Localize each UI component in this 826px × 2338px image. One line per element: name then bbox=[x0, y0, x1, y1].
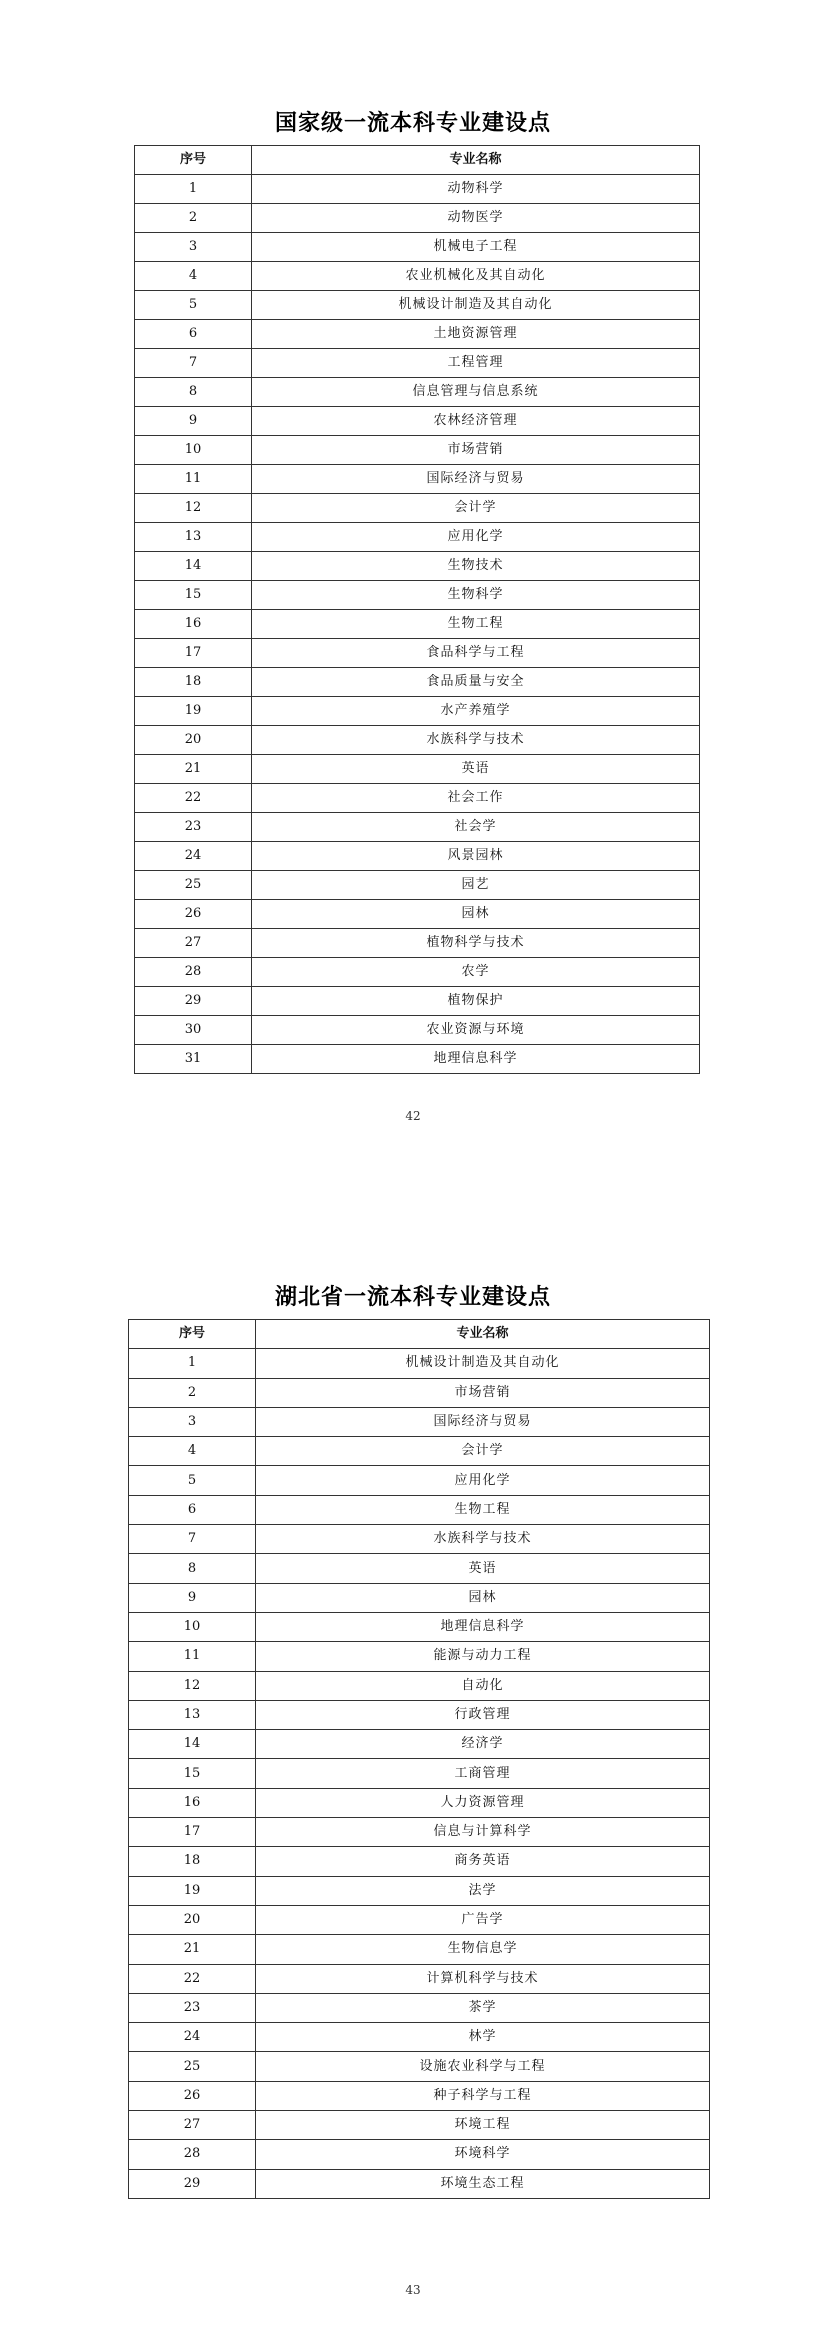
major-name: 人力资源管理 bbox=[256, 1788, 710, 1817]
row-number: 2 bbox=[129, 1378, 256, 1407]
major-name: 机械电子工程 bbox=[252, 233, 700, 262]
column-header-name: 专业名称 bbox=[252, 146, 700, 175]
major-name: 种子科学与工程 bbox=[256, 2081, 710, 2110]
major-name: 社会学 bbox=[252, 813, 700, 842]
table-row bbox=[129, 1437, 710, 1466]
major-name: 广告学 bbox=[256, 1905, 710, 1934]
table-row bbox=[135, 1016, 700, 1045]
row-number: 20 bbox=[135, 726, 252, 755]
majors-table bbox=[128, 1319, 710, 2199]
row-number: 23 bbox=[135, 813, 252, 842]
major-name: 市场营销 bbox=[252, 436, 700, 465]
row-number: 27 bbox=[129, 2111, 256, 2140]
table-row bbox=[129, 1876, 710, 1905]
table-row bbox=[135, 175, 700, 204]
table-row bbox=[129, 1905, 710, 1934]
table-row bbox=[135, 291, 700, 320]
table-row bbox=[135, 610, 700, 639]
row-number: 27 bbox=[135, 929, 252, 958]
row-number: 4 bbox=[135, 262, 252, 291]
table-row bbox=[129, 1964, 710, 1993]
row-number: 4 bbox=[129, 1437, 256, 1466]
major-name: 环境工程 bbox=[256, 2111, 710, 2140]
majors-table bbox=[134, 145, 700, 1074]
major-name: 地理信息科学 bbox=[256, 1612, 710, 1641]
row-number: 1 bbox=[129, 1349, 256, 1378]
major-name: 动物科学 bbox=[252, 175, 700, 204]
major-name: 应用化学 bbox=[256, 1466, 710, 1495]
table-row bbox=[129, 1554, 710, 1583]
major-name: 经济学 bbox=[256, 1730, 710, 1759]
table-row bbox=[129, 1993, 710, 2022]
row-number: 29 bbox=[129, 2169, 256, 2198]
row-number: 21 bbox=[135, 755, 252, 784]
table-header-row bbox=[135, 146, 700, 175]
table-row bbox=[135, 987, 700, 1016]
major-name: 生物信息学 bbox=[256, 1935, 710, 1964]
major-name: 农业资源与环境 bbox=[252, 1016, 700, 1045]
table-row bbox=[135, 813, 700, 842]
table-row bbox=[129, 2081, 710, 2110]
major-name: 植物保护 bbox=[252, 987, 700, 1016]
major-name: 信息管理与信息系统 bbox=[252, 378, 700, 407]
major-name: 土地资源管理 bbox=[252, 320, 700, 349]
major-name: 生物工程 bbox=[256, 1495, 710, 1524]
table-row bbox=[135, 1045, 700, 1074]
row-number: 8 bbox=[129, 1554, 256, 1583]
major-name: 园艺 bbox=[252, 871, 700, 900]
major-name: 风景园林 bbox=[252, 842, 700, 871]
row-number: 1 bbox=[135, 175, 252, 204]
table-row bbox=[135, 494, 700, 523]
row-number: 6 bbox=[129, 1495, 256, 1524]
table-row bbox=[135, 349, 700, 378]
page-title: 国家级一流本科专业建设点 bbox=[274, 111, 551, 136]
row-number: 17 bbox=[129, 1818, 256, 1847]
row-number: 11 bbox=[135, 465, 252, 494]
row-number: 3 bbox=[135, 233, 252, 262]
table-row bbox=[129, 2052, 710, 2081]
row-number: 13 bbox=[129, 1700, 256, 1729]
row-number: 28 bbox=[135, 958, 252, 987]
row-number: 22 bbox=[135, 784, 252, 813]
table-row bbox=[129, 2169, 710, 2198]
major-name: 农学 bbox=[252, 958, 700, 987]
table-row bbox=[135, 320, 700, 349]
row-number: 26 bbox=[129, 2081, 256, 2110]
table-row bbox=[129, 1466, 710, 1495]
row-number: 9 bbox=[129, 1583, 256, 1612]
row-number: 24 bbox=[135, 842, 252, 871]
table-row bbox=[135, 900, 700, 929]
table-row bbox=[129, 2111, 710, 2140]
major-name: 英语 bbox=[256, 1554, 710, 1583]
row-number: 12 bbox=[129, 1671, 256, 1700]
row-number: 25 bbox=[129, 2052, 256, 2081]
table-row bbox=[129, 1788, 710, 1817]
row-number: 11 bbox=[129, 1642, 256, 1671]
major-name: 植物科学与技术 bbox=[252, 929, 700, 958]
row-number: 23 bbox=[129, 1993, 256, 2022]
major-name: 茶学 bbox=[256, 1993, 710, 2022]
document-page-43 bbox=[0, 1169, 826, 2338]
table-row bbox=[129, 1818, 710, 1847]
row-number: 6 bbox=[135, 320, 252, 349]
table-row bbox=[135, 755, 700, 784]
major-name: 社会工作 bbox=[252, 784, 700, 813]
table-row bbox=[129, 1700, 710, 1729]
table-row bbox=[135, 668, 700, 697]
major-name: 机械设计制造及其自动化 bbox=[256, 1349, 710, 1378]
page-title: 湖北省一流本科专业建设点 bbox=[274, 1285, 551, 1310]
row-number: 14 bbox=[129, 1730, 256, 1759]
table-row bbox=[129, 1759, 710, 1788]
table-row bbox=[129, 1495, 710, 1524]
table-row bbox=[135, 407, 700, 436]
table-row bbox=[135, 581, 700, 610]
row-number: 10 bbox=[135, 436, 252, 465]
table-row bbox=[135, 871, 700, 900]
table-row bbox=[129, 1407, 710, 1436]
row-number: 16 bbox=[129, 1788, 256, 1817]
row-number: 18 bbox=[135, 668, 252, 697]
major-name: 会计学 bbox=[256, 1437, 710, 1466]
row-number: 9 bbox=[135, 407, 252, 436]
row-number: 18 bbox=[129, 1847, 256, 1876]
table-row bbox=[135, 639, 700, 668]
row-number: 14 bbox=[135, 552, 252, 581]
table-row bbox=[135, 233, 700, 262]
major-name: 国际经济与贸易 bbox=[256, 1407, 710, 1436]
table-row bbox=[129, 1642, 710, 1671]
major-name: 法学 bbox=[256, 1876, 710, 1905]
major-name: 环境科学 bbox=[256, 2140, 710, 2169]
table-row bbox=[129, 1671, 710, 1700]
row-number: 3 bbox=[129, 1407, 256, 1436]
major-name: 机械设计制造及其自动化 bbox=[252, 291, 700, 320]
row-number: 15 bbox=[135, 581, 252, 610]
major-name: 工程管理 bbox=[252, 349, 700, 378]
row-number: 8 bbox=[135, 378, 252, 407]
row-number: 20 bbox=[129, 1905, 256, 1934]
major-name: 计算机科学与技术 bbox=[256, 1964, 710, 1993]
table-row bbox=[129, 1847, 710, 1876]
row-number: 24 bbox=[129, 2023, 256, 2052]
table-row bbox=[129, 1349, 710, 1378]
major-name: 水族科学与技术 bbox=[252, 726, 700, 755]
table-row bbox=[135, 378, 700, 407]
table-body bbox=[135, 175, 700, 1074]
major-name: 英语 bbox=[252, 755, 700, 784]
row-number: 28 bbox=[129, 2140, 256, 2169]
major-name: 商务英语 bbox=[256, 1847, 710, 1876]
major-name: 生物科学 bbox=[252, 581, 700, 610]
row-number: 5 bbox=[135, 291, 252, 320]
row-number: 17 bbox=[135, 639, 252, 668]
table-body bbox=[129, 1349, 710, 2199]
table-row bbox=[135, 465, 700, 494]
row-number: 19 bbox=[135, 697, 252, 726]
table-row bbox=[135, 929, 700, 958]
table-row bbox=[129, 2023, 710, 2052]
major-name: 环境生态工程 bbox=[256, 2169, 710, 2198]
row-number: 12 bbox=[135, 494, 252, 523]
major-name: 自动化 bbox=[256, 1671, 710, 1700]
row-number: 31 bbox=[135, 1045, 252, 1074]
table-row bbox=[129, 1583, 710, 1612]
row-number: 22 bbox=[129, 1964, 256, 1993]
row-number: 7 bbox=[129, 1525, 256, 1554]
row-number: 13 bbox=[135, 523, 252, 552]
major-name: 水产养殖学 bbox=[252, 697, 700, 726]
major-name: 能源与动力工程 bbox=[256, 1642, 710, 1671]
major-name: 农业机械化及其自动化 bbox=[252, 262, 700, 291]
column-header-number: 序号 bbox=[135, 146, 252, 175]
row-number: 26 bbox=[135, 900, 252, 929]
page-number: 43 bbox=[405, 2283, 421, 2297]
table-header-row bbox=[129, 1320, 710, 1349]
table-row bbox=[129, 2140, 710, 2169]
row-number: 7 bbox=[135, 349, 252, 378]
table-row bbox=[135, 958, 700, 987]
page-number: 42 bbox=[405, 1109, 421, 1123]
major-name: 水族科学与技术 bbox=[256, 1525, 710, 1554]
major-name: 生物技术 bbox=[252, 552, 700, 581]
row-number: 30 bbox=[135, 1016, 252, 1045]
row-number: 16 bbox=[135, 610, 252, 639]
table-row bbox=[129, 1730, 710, 1759]
major-name: 工商管理 bbox=[256, 1759, 710, 1788]
major-name: 市场营销 bbox=[256, 1378, 710, 1407]
major-name: 行政管理 bbox=[256, 1700, 710, 1729]
major-name: 生物工程 bbox=[252, 610, 700, 639]
table-row bbox=[135, 726, 700, 755]
major-name: 应用化学 bbox=[252, 523, 700, 552]
major-name: 设施农业科学与工程 bbox=[256, 2052, 710, 2081]
table-row bbox=[129, 1935, 710, 1964]
major-name: 动物医学 bbox=[252, 204, 700, 233]
table-row bbox=[135, 436, 700, 465]
major-name: 信息与计算科学 bbox=[256, 1818, 710, 1847]
row-number: 5 bbox=[129, 1466, 256, 1495]
row-number: 10 bbox=[129, 1612, 256, 1641]
table-row bbox=[129, 1612, 710, 1641]
column-header-number: 序号 bbox=[129, 1320, 256, 1349]
major-name: 林学 bbox=[256, 2023, 710, 2052]
row-number: 15 bbox=[129, 1759, 256, 1788]
row-number: 19 bbox=[129, 1876, 256, 1905]
major-name: 地理信息科学 bbox=[252, 1045, 700, 1074]
table-row bbox=[135, 262, 700, 291]
major-name: 农林经济管理 bbox=[252, 407, 700, 436]
row-number: 2 bbox=[135, 204, 252, 233]
major-name: 食品质量与安全 bbox=[252, 668, 700, 697]
major-name: 国际经济与贸易 bbox=[252, 465, 700, 494]
table-row bbox=[135, 697, 700, 726]
column-header-name: 专业名称 bbox=[256, 1320, 710, 1349]
row-number: 25 bbox=[135, 871, 252, 900]
table-row bbox=[129, 1525, 710, 1554]
major-name: 园林 bbox=[256, 1583, 710, 1612]
row-number: 21 bbox=[129, 1935, 256, 1964]
row-number: 29 bbox=[135, 987, 252, 1016]
table-row bbox=[135, 523, 700, 552]
table-row bbox=[135, 784, 700, 813]
major-name: 会计学 bbox=[252, 494, 700, 523]
major-name: 园林 bbox=[252, 900, 700, 929]
table-row bbox=[129, 1378, 710, 1407]
major-name: 食品科学与工程 bbox=[252, 639, 700, 668]
table-row bbox=[135, 204, 700, 233]
table-row bbox=[135, 842, 700, 871]
table-row bbox=[135, 552, 700, 581]
